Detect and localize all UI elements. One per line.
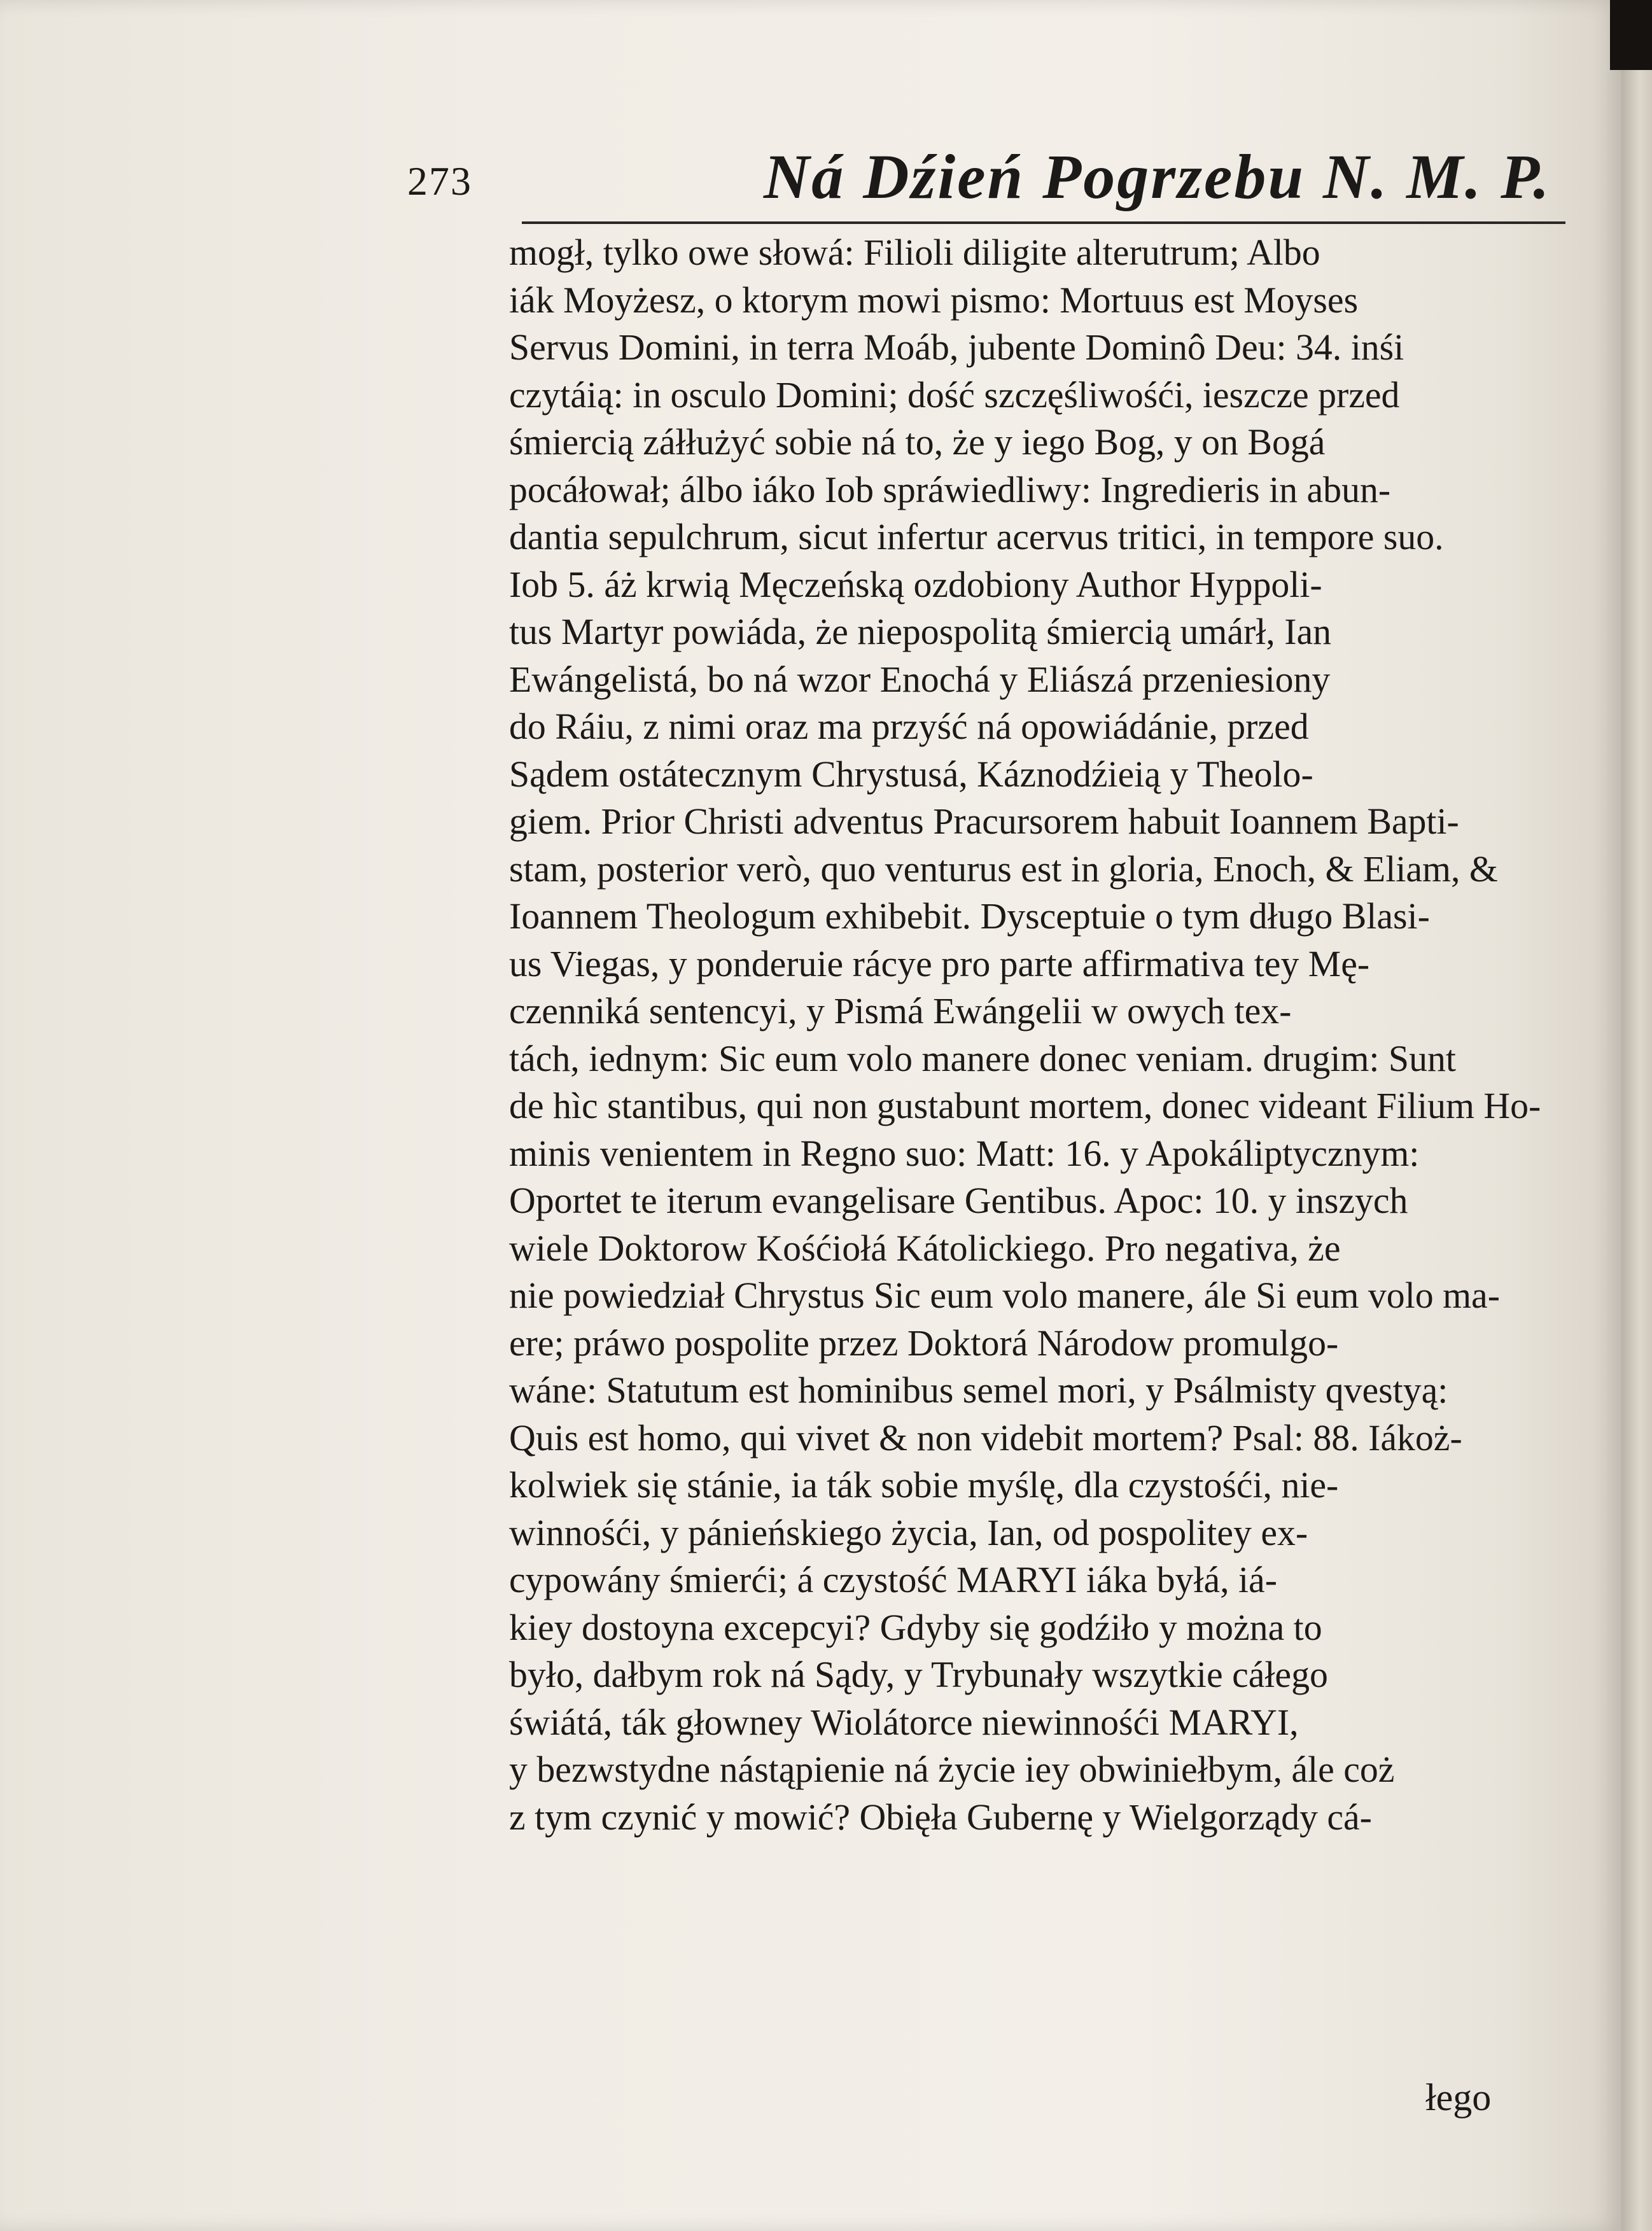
text-line: tus Martyr powiáda, że niepospolitą śmiercią umárł, Ian: [509, 611, 1331, 652]
text-line: ere; práwo pospolite przez Doktorá Národow promulgo-: [509, 1322, 1339, 1364]
text-line: świátá, ták głowney Wiolátorce niewinnośći MARYI,: [509, 1701, 1299, 1743]
text-line: było, dałbym rok ná Sądy, y Trybunały wszytkie cáłego: [509, 1654, 1328, 1695]
page-header: [407, 140, 1616, 223]
text-line: iák Moyżesz, o ktorym mowi pismo: Mortuus est Moyses: [509, 279, 1359, 321]
text-line: y bezwstydne nástąpienie ná życie iey obwiniełbym, ále coż: [509, 1749, 1395, 1790]
text-line: us Viegas, y ponderuie rácye pro parte affirmativa tey Mę-: [509, 942, 1370, 984]
catchword: łego: [1425, 2076, 1492, 2118]
text-line: Ewángelistá, bo ná wzor Enochá y Eliászá przeniesiony: [509, 658, 1331, 700]
text-line: tách, iednym: Sic eum volo manere donec veniam. drugim: Sunt: [509, 1037, 1456, 1079]
text-line: Oportet te iterum evangelisare Gentibus. Apoc: 10. y inszych: [509, 1180, 1408, 1221]
text-line: cypowány śmierći; á czystość MARYI iáka byłá, iá-: [509, 1559, 1277, 1600]
text-line: kolwiek się stánie, ia ták sobie myślę, dla czystośći, nie-: [509, 1464, 1339, 1506]
text-line: Ioannem Theologum exhibebit. Dysceptuie o tym długo Blasi-: [509, 895, 1430, 937]
text-line: wáne: Statutum est hominibus semel mori, y Psálmisty qvestyą:: [509, 1369, 1448, 1411]
text-line: Sądem ostátecznym Chrystusá, Káznodźieią y Theolo-: [509, 753, 1313, 795]
text-line: mogł, tylko owe słowá: Filioli diligite alterutrum; Albo: [509, 232, 1320, 273]
text-line: stam, posterior verò, quo venturus est in gloria, Enoch, & Eliam, &: [509, 848, 1498, 890]
text-line: pocáłował; álbo iáko Iob spráwiedliwy: Ingredieris in abun-: [509, 468, 1391, 510]
text-line: dantia sepulchrum, sicut infertur acervus tritici, in tempore suo.: [509, 516, 1444, 557]
text-line: Quis est homo, qui vivet & non videbit mortem? Psal: 88. Iákoż-: [509, 1416, 1462, 1458]
text-line: winnośći, y pánieńskiego życia, Ian, od pospolitey ex-: [509, 1511, 1308, 1553]
text-line: czytáią: in osculo Domini; dość szczęśliwośći, ieszcze przed: [509, 374, 1400, 416]
text-line: Iob 5. áż krwią Męczeńską ozdobiony Author Hyppoli-: [509, 563, 1322, 605]
text-line: do Ráiu, z nimi oraz ma przyść ná opowiádánie, przed: [509, 706, 1309, 747]
text-line: giem. Prior Christi adventus Pracursorem habuit Ioannem Bapti-: [509, 801, 1459, 842]
text-line: kiey dostoyna excepcyi? Gdyby się godźiło y można to: [509, 1606, 1322, 1648]
running-title: Ná Dźień Pogrzebu N. M. P.: [764, 141, 1551, 212]
text-line: nie powiedział Chrystus Sic eum volo manere, ále Si eum volo ma-: [509, 1275, 1500, 1316]
text-line: Servus Domini, in terra Moáb, jubente Dominô Deu: 34. inśi: [509, 326, 1404, 368]
body-text: [509, 229, 1559, 1841]
header-rule: [522, 221, 1565, 224]
binding-shadow: [1610, 0, 1652, 70]
adjacent-page-edge: [1621, 38, 1652, 2231]
text-line: minis venientem in Regno suo: Matt: 16. y Apokáliptycznym:: [509, 1132, 1420, 1174]
text-line: z tym czynić y mowić? Obięła Gubernę y Wielgorządy cá-: [509, 1796, 1372, 1838]
page-number: 273: [407, 158, 472, 204]
text-line: de hìc stantibus, qui non gustabunt mortem, donec videant Filium Ho-: [509, 1085, 1541, 1126]
text-line: wiele Doktorow Kośćiołá Kátolickiego. Pro negativa, że: [509, 1227, 1341, 1269]
text-line: czenniká sentencyi, y Pismá Ewángelii w owych tex-: [509, 990, 1292, 1032]
text-line: śmiercią záłłużyć sobie ná to, że y iego Bog, y on Bogá: [509, 421, 1326, 463]
